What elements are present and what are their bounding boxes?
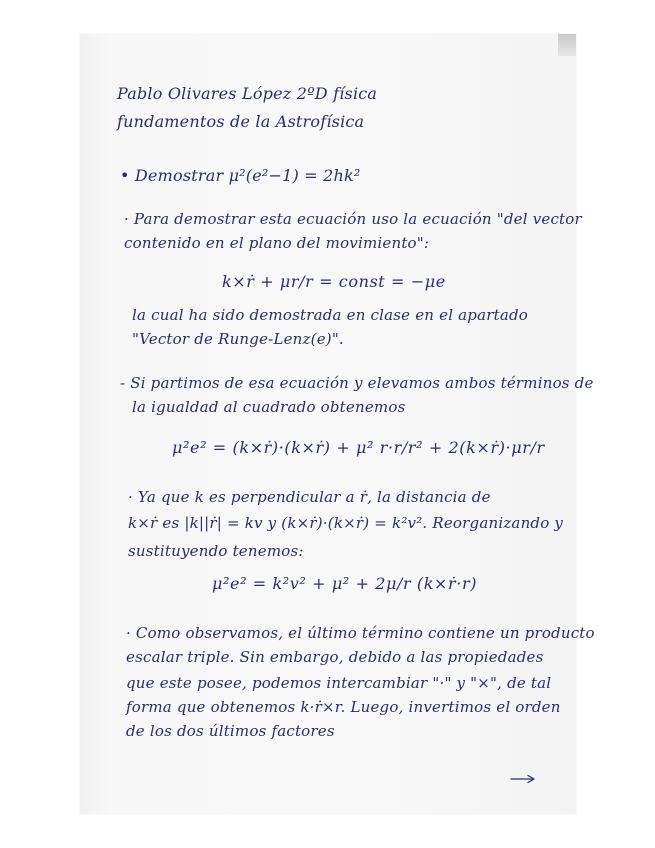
paragraph-3-line-2: la igualdad al cuadrado obtenemos xyxy=(132,398,406,416)
paragraph-5-line-5: de los dos últimos factores xyxy=(126,722,335,740)
paragraph-2-line-2: "Vector de Runge-Lenz(e)". xyxy=(132,330,344,348)
paragraph-4-line-3: sustituyendo tenemos: xyxy=(128,542,304,560)
paragraph-5-line-4: forma que obtenemos k·ṙ×r. Luego, invertimos el orden xyxy=(126,698,561,716)
notebook-page xyxy=(80,34,595,814)
right-arrow-icon xyxy=(510,774,536,784)
paragraph-4-line-2: k×ṙ es |k||ṙ| = kv y (k×ṙ)·(k×ṙ) = k²v². Reorganizando y xyxy=(128,514,564,532)
paragraph-2-line-1: la cual ha sido demostrada en clase en el apartado xyxy=(132,306,529,324)
paragraph-5-line-3: que este posee, podemos intercambiar "·" y "×", de tal xyxy=(126,674,552,692)
equation-1: k×ṙ + μr/r = const = −μe xyxy=(222,272,446,291)
paragraph-5-line-1: · Como observamos, el último término contiene un producto xyxy=(126,624,595,642)
author-line: Pablo Olivares López 2ºD física xyxy=(117,84,378,103)
paragraph-4-line-1: · Ya que k es perpendicular a ṙ, la distancia de xyxy=(128,488,491,506)
page-corner-shadow xyxy=(558,34,576,56)
paragraph-1-line-2: contenido en el plano del movimiento": xyxy=(124,234,430,252)
paragraph-3-line-1: - Si partimos de esa ecuación y elevamos ambos términos de xyxy=(120,374,594,392)
equation-3: μ²e² = k²v² + μ² + 2μ/r (k×ṙ·r) xyxy=(212,574,478,593)
paragraph-5-line-2: escalar triple. Sin embargo, debido a las propiedades xyxy=(126,648,544,666)
equation-2: μ²e² = (k×ṙ)·(k×ṙ) + μ² r·r/r² + 2(k×ṙ)·μr/r xyxy=(172,438,545,457)
demo-title: • Demostrar μ²(e²−1) = 2hk² xyxy=(120,166,361,185)
subject-line: fundamentos de la Astrofísica xyxy=(117,112,365,131)
paragraph-1-line-1: · Para demostrar esta ecuación uso la ecuación "del vector xyxy=(124,210,582,228)
